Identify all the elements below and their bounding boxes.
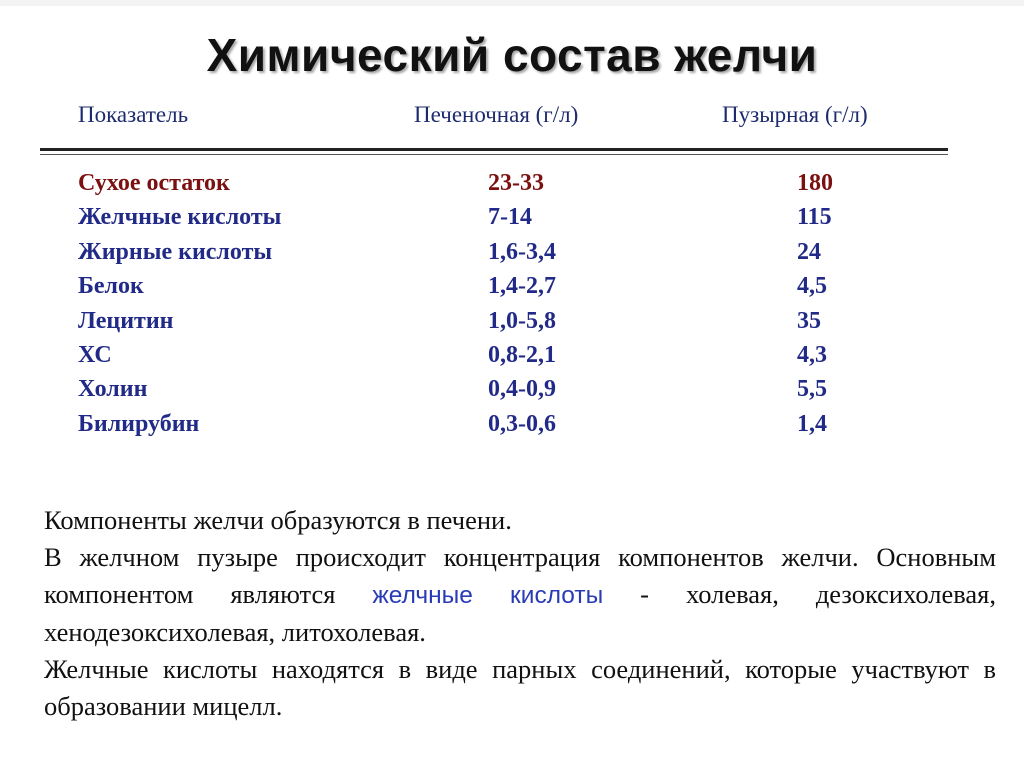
paragraph-micelles: Желчные кислоты находятся в виде парных соединений, которые участвуют в образовании мицелл.	[44, 654, 996, 721]
header-indicator: Показатель	[78, 102, 189, 127]
row-bladder-value: 5,5	[797, 376, 827, 403]
slide-top-edge	[0, 0, 1024, 6]
table-row	[0, 409, 1024, 443]
table-row	[0, 340, 1024, 374]
bile-acids-highlight: желчные кислоты	[372, 581, 604, 609]
table-divider-thick	[40, 148, 948, 151]
header-hepatic: Печеночная (г/л)	[414, 102, 579, 127]
table-row	[0, 271, 1024, 305]
row-name: ХС	[78, 341, 112, 368]
row-name: Жирные кислоты	[78, 238, 273, 265]
row-hepatic-value: 0,8-2,1	[488, 341, 556, 368]
paragraph-concentration-end: - холевая, дезоксихолевая, хенодезоксихолевая, литохолевая.	[44, 578, 996, 648]
row-bladder-value: 1,4	[797, 410, 827, 437]
description-text	[44, 502, 996, 725]
table-divider-thin	[40, 154, 948, 155]
table-row	[0, 202, 1024, 236]
paragraph-concentration	[44, 539, 996, 651]
table-row	[0, 168, 1024, 202]
row-name: Лецитин	[78, 307, 174, 334]
row-name: Холин	[78, 376, 148, 403]
row-name: Белок	[78, 273, 144, 300]
table-header	[0, 102, 1024, 134]
bile-composition-table	[0, 168, 1024, 443]
page-title: Химический состав желчи	[206, 29, 818, 81]
paragraph-formation: Компоненты желчи образуются в печени.	[44, 505, 512, 535]
row-bladder-value: 35	[797, 307, 821, 334]
paragraph-concentration-start: В желчном пузыре происходит концентрация компонентов желчи. Основным компонентом являются	[44, 541, 996, 609]
row-bladder-value: 115	[797, 204, 832, 231]
row-hepatic-value: 0,4-0,9	[488, 376, 556, 403]
row-bladder-value: 4,3	[797, 341, 827, 368]
header-bladder: Пузырная (г/л)	[722, 102, 868, 127]
row-hepatic-value: 0,3-0,6	[488, 410, 556, 437]
row-bladder-value: 24	[797, 238, 821, 265]
row-hepatic-value: 7-14	[488, 204, 532, 231]
row-hepatic-value: 1,4-2,7	[488, 273, 556, 300]
row-bladder-value: 4,5	[797, 273, 827, 300]
row-bladder-value: 180	[797, 170, 833, 196]
row-name: Билирубин	[78, 410, 200, 437]
row-hepatic-value: 23-33	[488, 170, 544, 196]
row-hepatic-value: 1,0-5,8	[488, 307, 556, 334]
table-row	[0, 237, 1024, 271]
row-name: Сухое остаток	[78, 170, 230, 196]
table-row	[0, 306, 1024, 340]
row-name: Желчные кислоты	[78, 204, 282, 231]
row-hepatic-value: 1,6-3,4	[488, 238, 556, 265]
table-row	[0, 374, 1024, 408]
